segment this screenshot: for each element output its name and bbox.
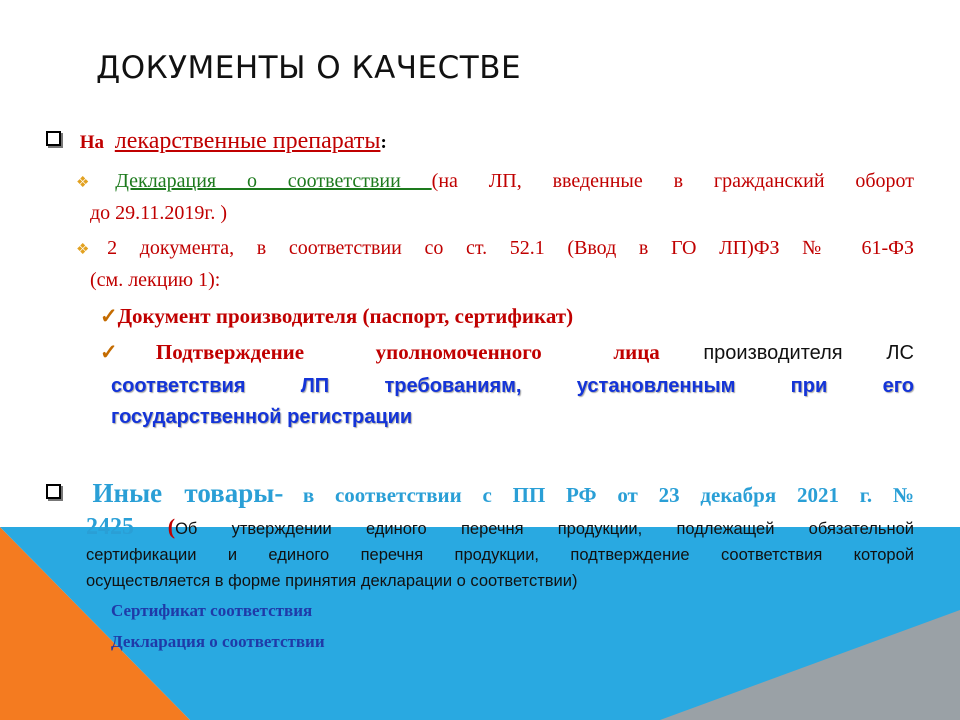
item-text-continued: (см. лекцию 1):	[90, 269, 221, 291]
list-item: Сертификат соответствия	[111, 601, 313, 620]
desc-line: сертификации и единого перечня продукции, подтверждение соответствия которой	[86, 546, 914, 564]
page-title: ДОКУМЕНТЫ О КАЧЕСТВЕ	[96, 50, 522, 86]
sub-item-bold-text: Подтверждение уполномоченного лица	[155, 340, 660, 364]
section1-heading	[46, 128, 387, 155]
square-bullet-icon	[46, 484, 61, 499]
check-bullet-icon: ✓	[100, 304, 118, 328]
diamond-bullet-icon: ❖	[76, 175, 116, 191]
desc-line: Об утверждении единого перечня продукции, подлежащей обязательной	[175, 520, 914, 538]
list-item	[76, 170, 914, 193]
desc-line: осуществляется в форме принятия декларации о соответствии)	[86, 572, 578, 590]
sub-item-text: Документ производителя (паспорт, сертификат)	[117, 304, 574, 328]
section2-description	[86, 514, 914, 541]
section1-suffix: :	[380, 132, 387, 153]
section2-title-tail: в соответствии с ПП РФ от 23 декабря 2021 г. №	[302, 483, 915, 507]
declaration-link[interactable]: Декларация о соответствии	[115, 170, 432, 192]
decree-number: 2425	[86, 514, 134, 540]
sub-list-item	[100, 304, 573, 329]
sub-item-blue-line: соответствия ЛП требованиям, установленным при его	[111, 375, 914, 397]
sub-item-blue-line: государственной регистрации	[111, 406, 413, 428]
section2-description	[86, 546, 914, 565]
section2-heading	[46, 478, 914, 509]
section1-prefix: На	[79, 132, 105, 153]
sub-item-tail-text: производителя ЛС	[703, 342, 914, 364]
section1-highlight: лекарственные препараты	[114, 128, 381, 154]
item-text-continued: до 29.11.2019г. )	[90, 202, 228, 224]
check-bullet-icon: ✓	[100, 340, 156, 364]
square-bullet-icon	[46, 131, 61, 146]
list-item: Декларация о соответствии	[111, 632, 325, 651]
paren-open: (	[167, 514, 176, 539]
item-text: (на ЛП, введенные в гражданский оборот	[431, 170, 915, 192]
sub-list-item	[100, 340, 914, 365]
diamond-bullet-icon: ❖	[76, 242, 108, 258]
section2-title: Иные товары-	[92, 478, 284, 508]
item-text: 2 документа, в соответствии со ст. 52.1 (Ввод в ГО ЛП)ФЗ № 61-ФЗ	[107, 237, 914, 259]
list-item	[76, 237, 914, 260]
